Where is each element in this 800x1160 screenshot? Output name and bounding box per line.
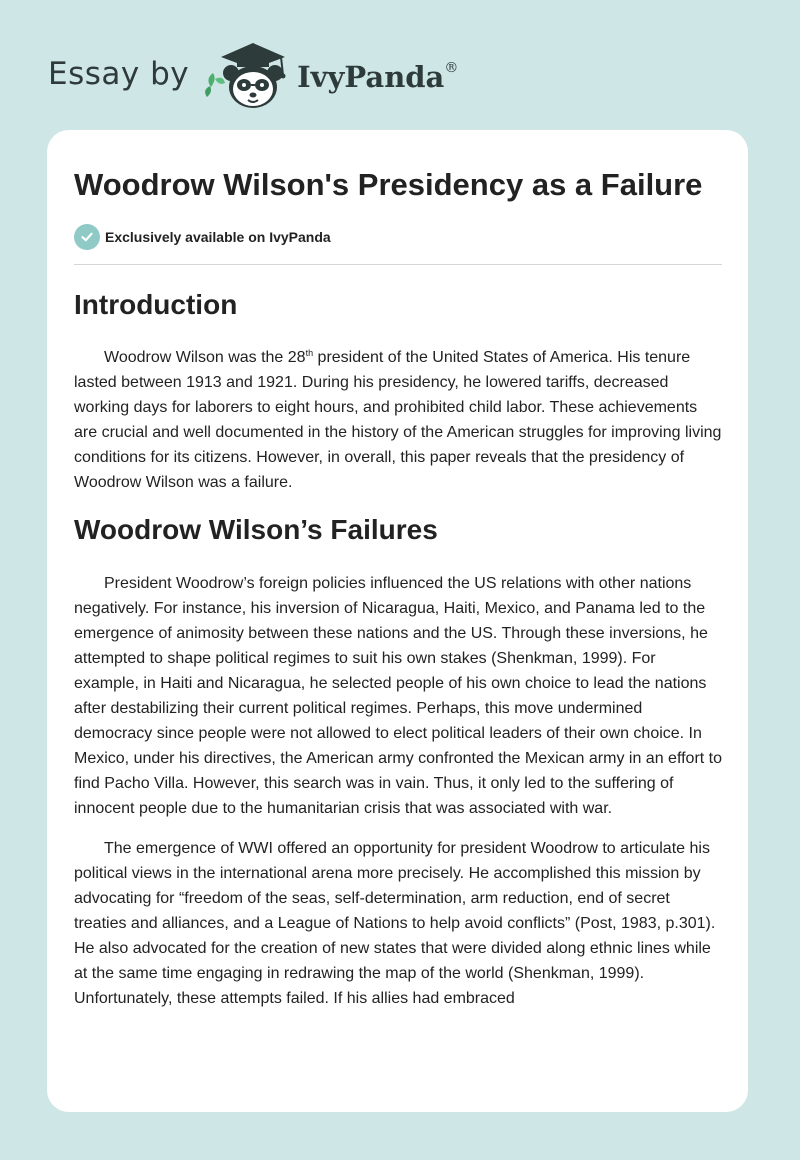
brand-text: IvyPanda [297, 60, 445, 94]
paragraph-failures-2: The emergence of WWI offered an opportunity for president Woodrow to articulate his political views in the international arena more precisely. He accomplished this mission by advocating for “freedom of the seas, self-determination, arm reduction, end of secret treaties and alliances, and a League of Nations to help avoid conflicts” (Post, 1983, p.301). He also advocated for the creation of new states that were divided along ethnic lines while at the same time engaging in redrawing the map of the world (Shenkman, 1999). Unfortunately, these attempts failed. If his allies had embraced [74, 840, 716, 1007]
article-card [47, 130, 748, 1112]
check-icon [74, 224, 100, 250]
exclusive-label: Exclusively available on IvyPanda [105, 229, 331, 245]
article-title: Woodrow Wilson's Presidency as a Failure [74, 167, 703, 202]
paragraph-text: president of the United States of America. His tenure lasted between 1913 and 1921. During his presidency, he lowered tariffs, decreased working days for laborers to eight hours, and prohibited child labor. These achievements are crucial and well documented in the history of the American struggles for improving living conditions for its citizens. However, in overall, this paper reveals that the presidency of Woodrow Wilson was a failure. [74, 349, 722, 491]
section-heading-introduction: Introduction [74, 289, 238, 320]
exclusive-badge [74, 224, 722, 250]
ordinal-suffix: th [305, 348, 314, 358]
registered-mark: ® [444, 60, 459, 77]
paragraph-text: Woodrow Wilson was the 28 [104, 349, 306, 366]
brand-name[interactable] [297, 60, 458, 94]
essay-by-label: Essay by [48, 56, 190, 92]
section-heading-failures: Woodrow Wilson’s Failures [74, 514, 438, 545]
site-header [48, 34, 458, 114]
divider [74, 264, 722, 265]
paragraph-failures-1: President Woodrow’s foreign policies influenced the US relations with other nations negatively. For instance, his inversion of Nicaragua, Haiti, Mexico, and Panama led to the emergence of animosity between these nations and the US. Through these inversions, he attempted to shape political regimes to suit his own stakes (Shenkman, 1999). For example, in Haiti and Nicaragua, he selected people of his own choice to lead the nations after destabilizing their current political regimes. Perhaps, this move undermined democracy since people were not allowed to elect political leaders of their own choice. In Mexico, under his directives, the American army confronted the Mexican army in an effort to find Pacho Villa. However, this search was in vain. Thus, it only led to the suffering of innocent people due to the humanitarian crisis that was associated with war. [74, 575, 722, 817]
ivypanda-logo-icon[interactable] [201, 35, 293, 113]
paragraph-introduction [74, 345, 722, 495]
